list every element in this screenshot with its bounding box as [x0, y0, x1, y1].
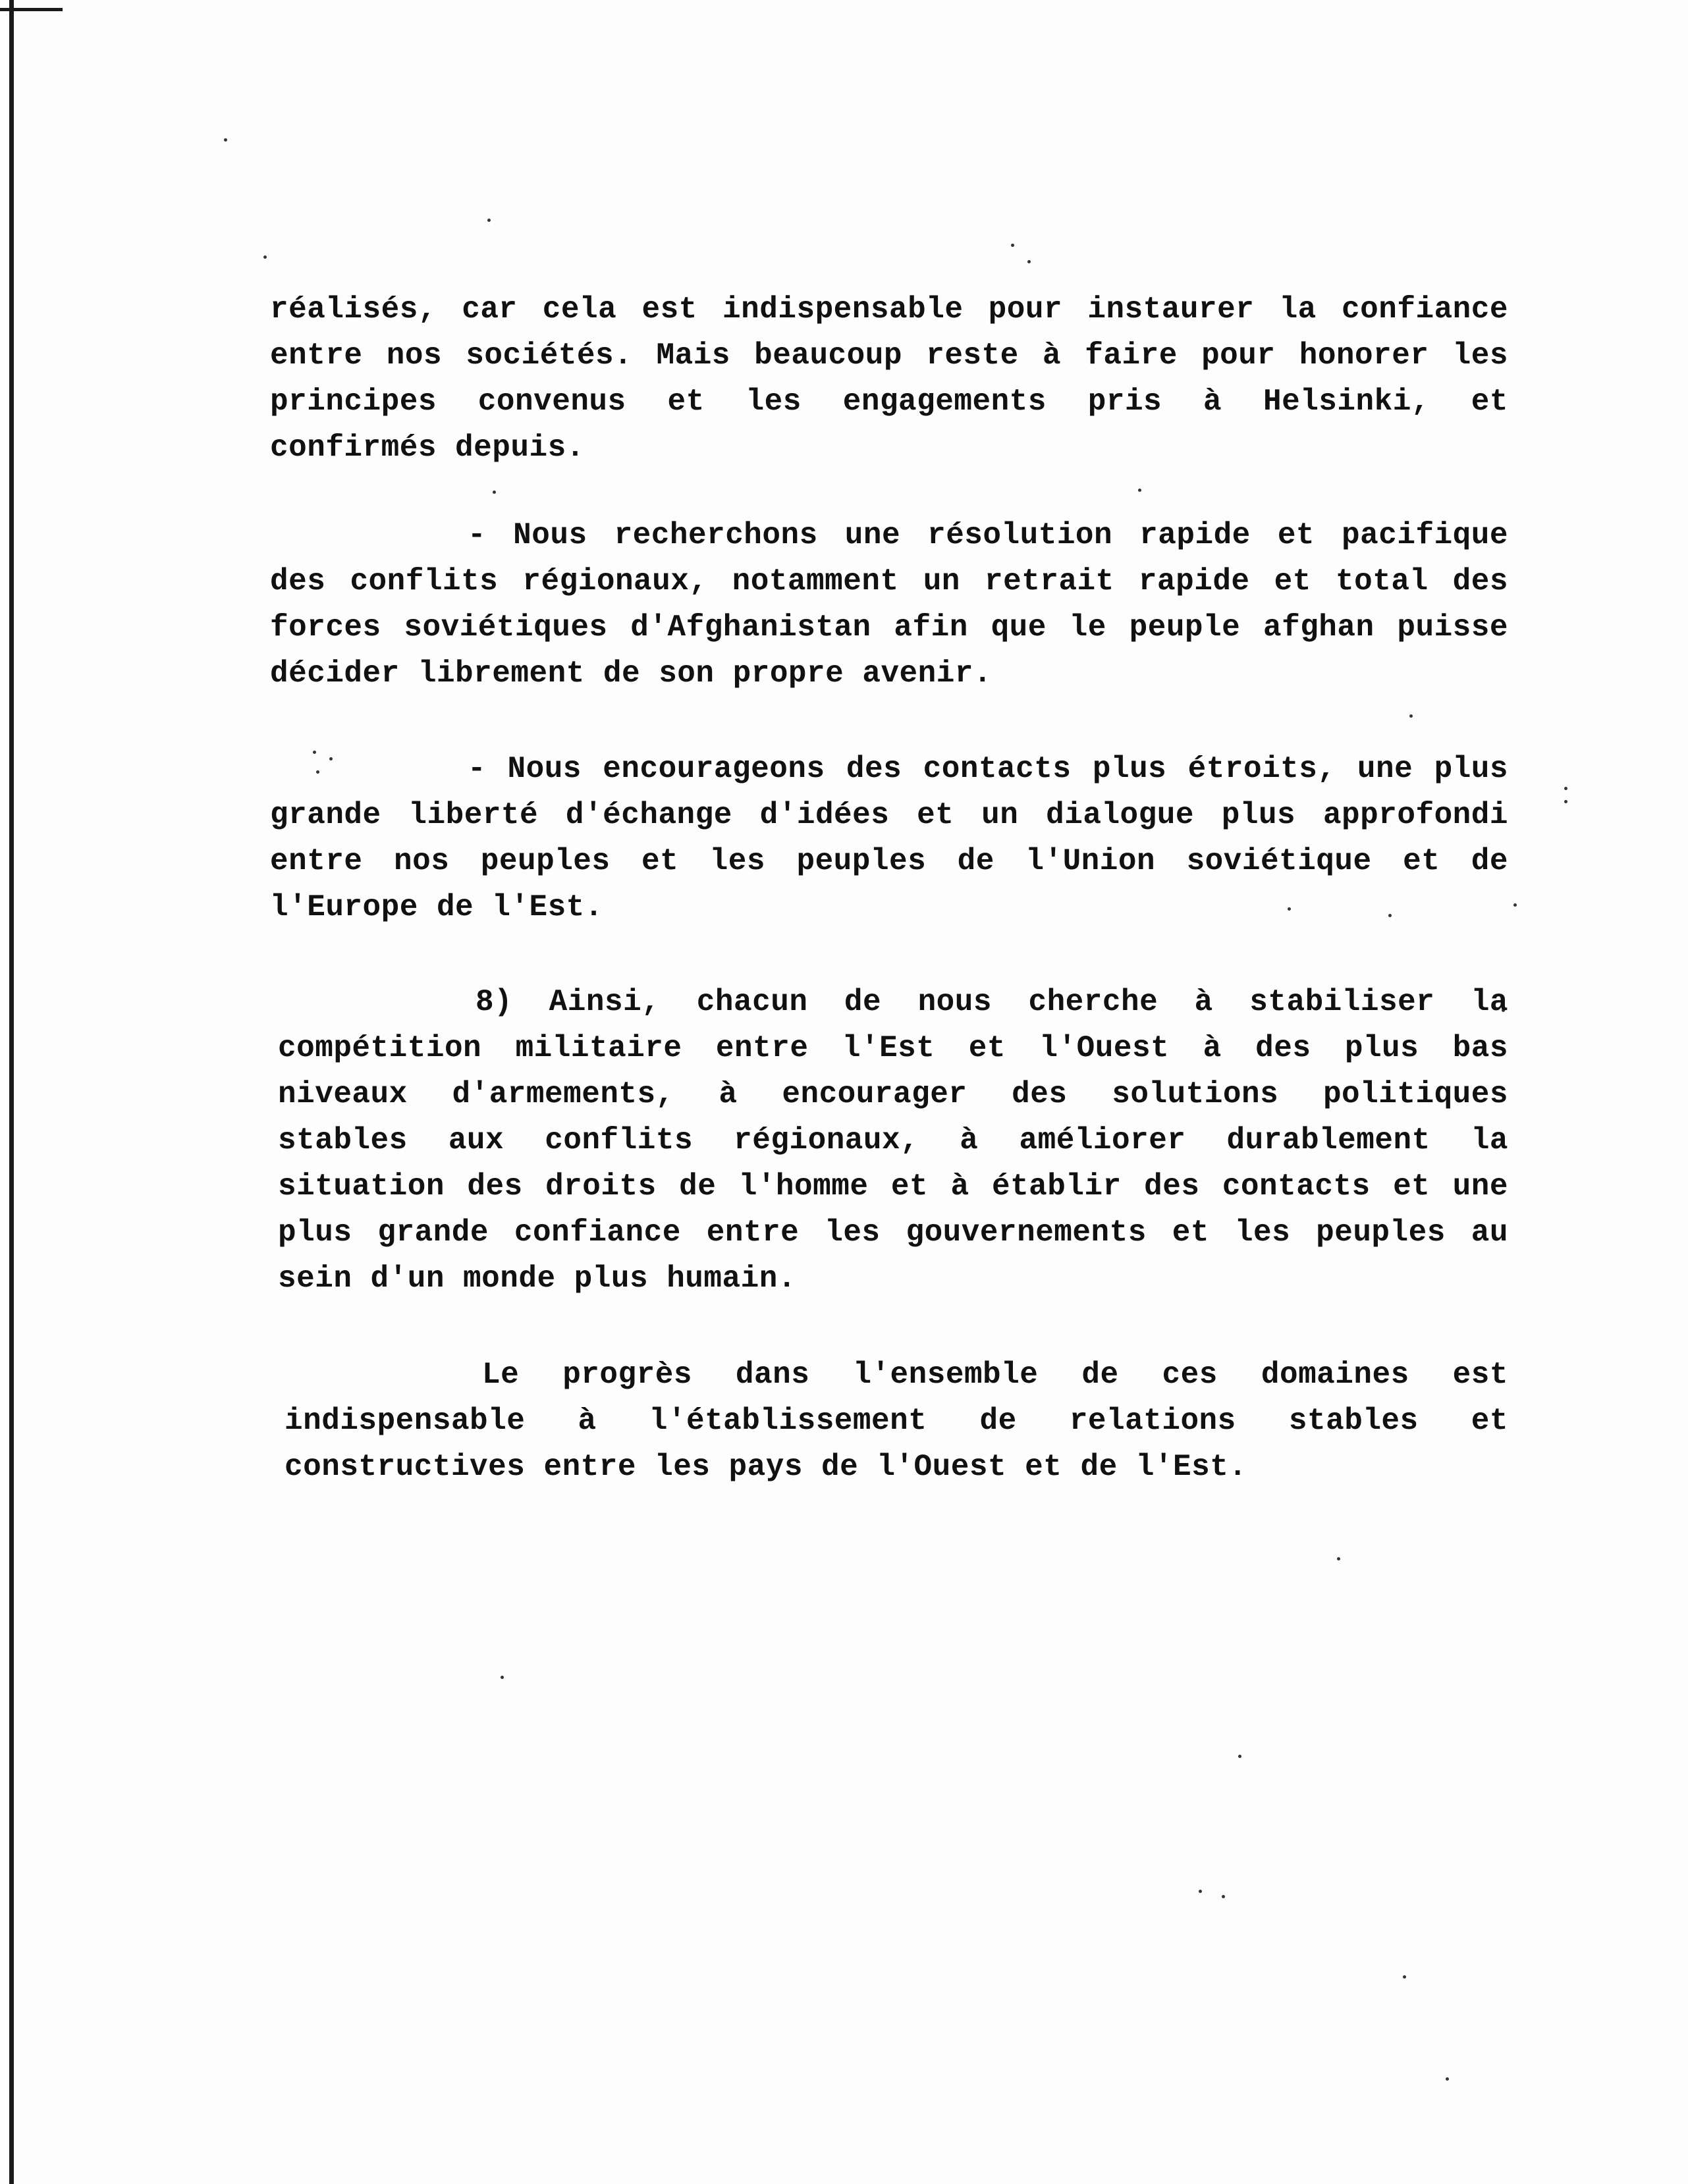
- scan-speck: [263, 255, 267, 259]
- text-line: entre nos sociétés. Mais beaucoup reste à faire pour honorer les: [270, 338, 1508, 373]
- scan-speck: [1011, 244, 1014, 247]
- scan-speck: [1138, 489, 1141, 492]
- text-line: sein d'un monde plus humain.: [278, 1262, 796, 1296]
- scan-speck: [501, 1676, 504, 1679]
- text-line: l'Europe de l'Est.: [270, 890, 603, 924]
- text-line: stables aux conflits régionaux, à améliorer durablement la: [278, 1123, 1508, 1158]
- scan-speck: [1564, 800, 1567, 803]
- paragraph-4: [278, 979, 1508, 1302]
- scan-speck: [1446, 2077, 1449, 2081]
- text-line: constructives entre les pays de l'Ouest et de l'Est.: [285, 1450, 1247, 1484]
- text-line: forces soviétiques d'Afghanistan afin que le peuple afghan puisse: [270, 610, 1508, 645]
- text-line: compétition militaire entre l'Est et l'Ouest à des plus bas: [278, 1031, 1508, 1065]
- scan-speck: [1403, 1975, 1406, 1979]
- binding-edge: [9, 0, 14, 2184]
- paragraph-3: [270, 746, 1508, 930]
- scan-speck: [1337, 1557, 1340, 1560]
- text-line: réalisés, car cela est indispensable pour instaurer la confiance: [270, 292, 1508, 327]
- text-line: grande liberté d'échange d'idées et un dialogue plus approfondi: [270, 798, 1508, 832]
- scan-speck: [224, 138, 227, 142]
- text-line: - Nous encourageons des contacts plus étroits, une plus: [468, 752, 1508, 786]
- scan-speck: [487, 219, 491, 222]
- scan-speck: [1409, 714, 1413, 718]
- text-line: confirmés depuis.: [270, 431, 585, 465]
- text-line: décider librement de son propre avenir.: [270, 656, 993, 691]
- text-line: principes convenus et les engagements pris à Helsinki, et: [270, 385, 1508, 419]
- scan-speck: [1564, 787, 1567, 790]
- binding-edge-top: [0, 8, 63, 11]
- paragraph-2: [270, 512, 1508, 697]
- text-line: - Nous recherchons une résolution rapide et pacifique: [468, 518, 1508, 552]
- text-line: indispensable à l'établissement de relations stables et: [285, 1404, 1508, 1438]
- scan-speck: [1513, 903, 1517, 907]
- scan-speck: [1027, 260, 1031, 263]
- text-line: 8) Ainsi, chacun de nous cherche à stabiliser la: [476, 985, 1508, 1019]
- scan-speck: [493, 491, 496, 494]
- text-line: des conflits régionaux, notamment un retrait rapide et total des: [270, 564, 1508, 599]
- paragraph-5: [285, 1352, 1508, 1490]
- text-line: plus grande confiance entre les gouvernements et les peuples au: [278, 1215, 1508, 1250]
- scan-speck: [1199, 1890, 1202, 1893]
- text-line: niveaux d'armements, à encourager des solutions politiques: [278, 1077, 1508, 1111]
- text-line: situation des droits de l'homme et à établir des contacts et une: [278, 1169, 1508, 1204]
- paragraph-1: [270, 286, 1508, 471]
- text-line: entre nos peuples et les peuples de l'Union soviétique et de: [270, 844, 1508, 878]
- scan-speck: [1238, 1755, 1241, 1758]
- text-line: Le progrès dans l'ensemble de ces domaines est: [482, 1358, 1508, 1392]
- scan-speck: [1222, 1895, 1225, 1898]
